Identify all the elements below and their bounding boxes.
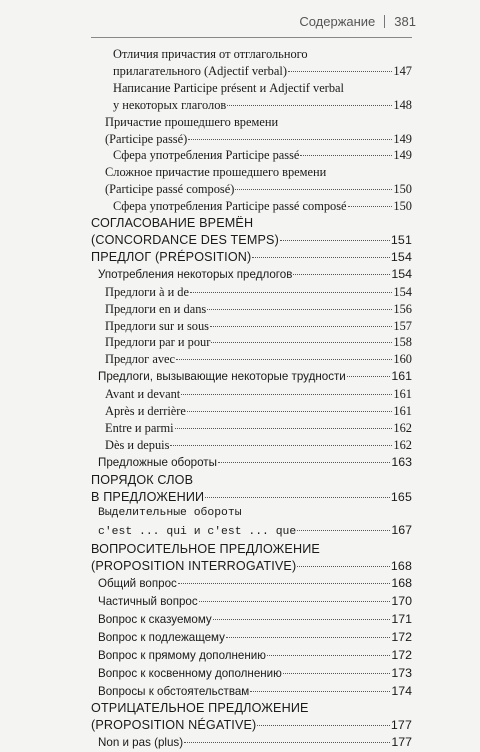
toc-entry-title-line: Предложные обороты xyxy=(98,455,217,469)
toc-entry-title-line: (Participe passé) xyxy=(105,131,188,146)
dot-leader xyxy=(252,257,390,258)
header-rule xyxy=(91,37,412,38)
toc-entry-line xyxy=(105,351,412,368)
toc-entry-title-line: Non и pas (plus) xyxy=(98,736,184,750)
toc-entry[interactable] xyxy=(91,284,412,301)
page-number: 381 xyxy=(394,14,416,29)
toc-entry-title-line: В ПРЕДЛОЖЕНИИ xyxy=(91,489,205,504)
toc-entry-line xyxy=(98,593,412,611)
toc-page-number: 149 xyxy=(393,131,412,146)
toc-entry-title-line: Предлог avec xyxy=(105,352,176,367)
toc-entry-title-line: ОТРИЦАТЕЛЬНОЕ ПРЕДЛОЖЕНИЕ xyxy=(91,701,309,716)
toc-page-number: 156 xyxy=(393,301,412,316)
toc-entry-line xyxy=(98,575,412,593)
toc-entry[interactable] xyxy=(91,301,412,318)
toc-entry-line xyxy=(113,198,412,215)
dot-leader xyxy=(348,206,393,207)
toc-page-number: 177 xyxy=(391,735,412,750)
toc-entry[interactable] xyxy=(91,700,412,734)
toc-page-number: 174 xyxy=(391,683,412,698)
dot-leader xyxy=(267,655,390,656)
toc-entry-title-line: Причастие прошедшего времени xyxy=(105,114,279,129)
toc-entry-title-line: Написание Participe présent и Adjectif verbal xyxy=(113,80,344,95)
toc-page-number: 149 xyxy=(393,148,412,163)
dot-leader xyxy=(190,292,392,293)
dot-leader xyxy=(175,428,393,429)
dot-leader xyxy=(235,189,392,190)
dot-leader xyxy=(205,497,390,498)
toc-entry-line xyxy=(91,489,412,506)
toc-entry-line xyxy=(98,665,412,683)
dot-leader xyxy=(210,326,392,327)
dot-leader xyxy=(188,139,392,140)
toc-entry-line xyxy=(113,147,412,164)
toc-page-number: 170 xyxy=(391,594,412,608)
toc-page-number: 167 xyxy=(391,523,412,538)
toc-entry-title-line: (Participe passé composé) xyxy=(105,182,235,197)
toc-entry-line xyxy=(105,420,412,437)
dot-leader xyxy=(297,530,390,531)
toc-entry[interactable] xyxy=(91,164,412,198)
running-head-divider xyxy=(384,15,385,28)
toc-page-number: 154 xyxy=(391,266,412,281)
dot-leader xyxy=(280,240,390,241)
toc-entry-title-line: Après и derrière xyxy=(105,404,186,419)
table-of-contents xyxy=(91,46,412,752)
toc-entry-title-line: (PROPOSITION NÉGATIVE) xyxy=(91,718,257,733)
running-head xyxy=(299,14,416,29)
toc-entry[interactable] xyxy=(91,665,412,683)
toc-entry-title-line: Предлоги sur и sous xyxy=(105,318,209,333)
toc-entry-line xyxy=(105,437,412,454)
toc-entry-title-line: (CONCORDANCE DES TEMPS) xyxy=(91,232,279,247)
toc-entry[interactable] xyxy=(91,611,412,629)
toc-entry-title-line: Entre и parmi xyxy=(105,420,174,435)
toc-entry[interactable] xyxy=(91,46,412,80)
toc-entry[interactable] xyxy=(91,198,412,215)
toc-page-number: 162 xyxy=(393,437,412,452)
toc-page-number: 171 xyxy=(391,611,412,626)
toc-entry[interactable] xyxy=(91,437,412,454)
toc-entry-title-line: СОГЛАСОВАНИЕ ВРЕМЁН xyxy=(91,216,254,231)
toc-entry-title-line: Вопрос к косвенному дополнению xyxy=(98,666,282,680)
dot-leader xyxy=(257,725,389,726)
dot-leader xyxy=(181,394,392,395)
dot-leader xyxy=(213,619,391,620)
toc-entry[interactable] xyxy=(91,472,412,506)
toc-entry[interactable] xyxy=(91,215,412,249)
toc-page-number: 168 xyxy=(390,559,412,574)
dot-leader xyxy=(347,376,391,377)
toc-entry[interactable] xyxy=(91,647,412,665)
toc-page-number: 168 xyxy=(391,576,412,591)
toc-entry[interactable] xyxy=(91,505,412,541)
toc-entry-title-line: Dès и depuis xyxy=(105,437,170,452)
toc-entry-title-line: Отличия причастия от отглагольного xyxy=(113,47,308,61)
toc-page-number: 161 xyxy=(393,387,412,402)
toc-page-number: 157 xyxy=(393,318,412,333)
toc-entry-line xyxy=(91,249,412,266)
dot-leader xyxy=(226,637,390,638)
toc-entry-line xyxy=(105,403,412,420)
dot-leader xyxy=(207,309,392,310)
toc-entry-title-line: Предлоги à и de xyxy=(105,284,189,299)
toc-page-number: 148 xyxy=(393,97,412,112)
toc-entry[interactable] xyxy=(91,454,412,472)
toc-page-number: 163 xyxy=(391,454,412,469)
dot-leader xyxy=(211,342,392,343)
toc-page-number: 172 xyxy=(391,629,412,644)
toc-entry[interactable] xyxy=(91,734,412,752)
toc-entry-line xyxy=(98,683,412,701)
dot-leader xyxy=(170,445,392,446)
dot-leader xyxy=(297,566,390,567)
toc-entry-title-line: Вопрос к сказуемому xyxy=(98,612,212,626)
toc-entry[interactable] xyxy=(91,629,412,647)
toc-entry-title-line: Вопрос к подлежащему xyxy=(98,630,225,644)
toc-page-number: 161 xyxy=(393,404,412,419)
toc-entry-line xyxy=(91,717,412,734)
toc-page-number: 151 xyxy=(390,232,412,247)
toc-entry-title-line: прилагательного (Adjectif verbal) xyxy=(113,63,287,78)
toc-entry-title-line: Предлоги en и dans xyxy=(105,301,207,316)
toc-page-number: 158 xyxy=(393,335,412,350)
toc-entry-line xyxy=(105,131,412,148)
toc-entry[interactable] xyxy=(91,368,412,386)
toc-entry-title-line: Сфера употребления Participe passé composé xyxy=(113,199,347,214)
toc-entry-line xyxy=(98,454,412,472)
toc-entry-title-line: у некоторых глаголов xyxy=(113,97,227,112)
toc-entry[interactable] xyxy=(91,334,412,351)
toc-entry-title-line: (PROPOSITION INTERROGATIVE) xyxy=(91,559,297,574)
dot-leader xyxy=(178,583,390,584)
toc-page-number: 172 xyxy=(391,647,412,662)
toc-entry-line xyxy=(98,266,412,284)
toc-entry-title-line: Выделительные обороты xyxy=(98,507,242,520)
toc-page-number: 150 xyxy=(393,199,412,214)
toc-entry[interactable] xyxy=(91,351,412,368)
toc-entry-title-line: ПРЕДЛОГ (PRÉPOSITION) xyxy=(91,249,252,264)
toc-entry-title-line: Общий вопрос xyxy=(98,577,177,591)
dot-leader xyxy=(288,71,392,72)
toc-page-number: 165 xyxy=(390,489,412,504)
toc-entry-line xyxy=(105,318,412,335)
toc-entry-line xyxy=(98,629,412,647)
dot-leader xyxy=(227,105,392,106)
toc-entry-line xyxy=(98,522,412,541)
dot-leader xyxy=(187,411,392,412)
toc-entry[interactable] xyxy=(91,114,412,148)
toc-entry[interactable] xyxy=(91,147,412,164)
dot-leader xyxy=(300,155,392,156)
toc-page-number: 162 xyxy=(393,420,412,435)
toc-page-number: 161 xyxy=(391,369,412,384)
toc-entry-line xyxy=(113,63,412,80)
dot-leader xyxy=(199,601,391,602)
toc-entry-title-line: Частичный вопрос xyxy=(98,595,198,608)
toc-entry-line xyxy=(105,386,412,403)
toc-entry-title-line: Употребления некоторых предлогов xyxy=(98,267,293,281)
toc-entry-line xyxy=(98,647,412,665)
dot-leader xyxy=(176,359,392,360)
toc-entry-line xyxy=(98,368,412,386)
running-head-title: Содержание xyxy=(299,14,376,29)
toc-entry[interactable] xyxy=(91,683,412,701)
dot-leader xyxy=(293,274,390,275)
toc-entry-title-line: Предлоги par и pour xyxy=(105,335,211,350)
toc-page-number: 147 xyxy=(393,63,412,78)
toc-entry-title-line: Avant и devant xyxy=(105,387,181,402)
toc-entry[interactable] xyxy=(91,593,412,611)
toc-entry-line xyxy=(91,558,412,575)
toc-entry-title-line: Вопрос к прямому дополнению xyxy=(98,648,266,662)
toc-entry-title-line: ПОРЯДОК СЛОВ xyxy=(91,472,194,487)
toc-entry[interactable] xyxy=(91,80,412,114)
toc-entry[interactable] xyxy=(91,541,412,575)
toc-page-number: 177 xyxy=(390,718,412,733)
toc-entry[interactable] xyxy=(91,266,412,284)
toc-entry[interactable] xyxy=(91,420,412,437)
toc-entry[interactable] xyxy=(91,386,412,403)
toc-entry-title-line: ВОПРОСИТЕЛЬНОЕ ПРЕДЛОЖЕНИЕ xyxy=(91,542,320,557)
toc-page-number: 173 xyxy=(391,665,412,680)
toc-entry-title-line: Вопросы к обстоятельствам xyxy=(98,684,250,698)
toc-entry[interactable] xyxy=(91,575,412,593)
toc-page-number: 154 xyxy=(390,249,412,264)
toc-entry-line xyxy=(105,301,412,318)
toc-entry-title-line: Сфера употребления Participe passé xyxy=(113,148,300,163)
toc-entry-title-line: c'est ... qui и c'est ... que xyxy=(98,526,297,539)
toc-entry[interactable] xyxy=(91,249,412,266)
toc-entry-line xyxy=(105,284,412,301)
toc-page-number: 150 xyxy=(393,182,412,197)
toc-entry-title-line: Сложное причастие прошедшего времени xyxy=(105,165,327,180)
toc-entry-line xyxy=(98,611,412,629)
toc-entry[interactable] xyxy=(91,403,412,420)
toc-entry-line xyxy=(105,181,412,198)
toc-entry[interactable] xyxy=(91,318,412,335)
dot-leader xyxy=(250,691,390,692)
dot-leader xyxy=(184,742,390,743)
dot-leader xyxy=(283,673,390,674)
toc-entry-line xyxy=(98,734,412,752)
toc-entry-title-line: Предлоги, вызывающие некоторые трудности xyxy=(98,370,346,384)
dot-leader xyxy=(218,462,390,463)
toc-page-number: 160 xyxy=(393,352,412,367)
toc-page-number: 154 xyxy=(393,284,412,299)
toc-entry-line xyxy=(91,232,412,249)
toc-entry-line xyxy=(105,334,412,351)
toc-entry-line xyxy=(113,97,412,114)
